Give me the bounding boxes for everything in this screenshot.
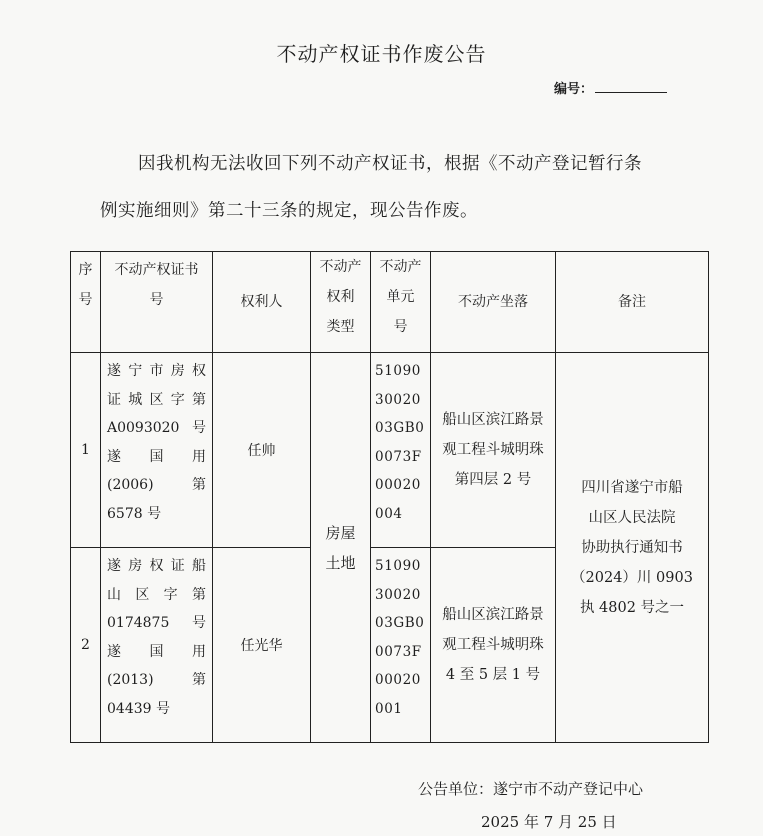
- row1-holder: 任帅: [213, 353, 311, 548]
- remark-cell: 四川省遂宁市船 山区人民法院 协助执行通知书 （2024）川 0903 执 4802 号之一: [556, 353, 709, 743]
- header-right-type: 不动产 权利 类型: [311, 252, 371, 353]
- row2-holder: 任光华: [213, 548, 311, 743]
- row1-unit-no: 51090 30020 03GB0 0073F 00020 004: [371, 353, 431, 548]
- announcement-title: 不动产权证书作废公告: [276, 42, 487, 66]
- intro-paragraph-line1: 因我机构无法收回下列不动产权证书，根据《不动产登记暂行条: [138, 154, 642, 174]
- header-remark: 备注: [556, 252, 709, 353]
- void-certificate-table: [70, 251, 709, 743]
- document-number-blank: [595, 80, 667, 93]
- document-number-label: 编号：: [554, 82, 594, 97]
- row2-location: 船山区滨江路景 观工程斗城明珠 4 至 5 层 1 号: [431, 548, 556, 743]
- intro-paragraph-line2: 例实施细则》第二十三条的规定，现公告作废。: [100, 201, 478, 221]
- header-unit-no: 不动产 单元 号: [371, 252, 431, 353]
- table-row: [71, 353, 709, 548]
- issuer-line: 公告单位：遂宁市不动产登记中心: [418, 780, 644, 798]
- header-seq: 序 号: [71, 252, 101, 353]
- row2-cert-no: 遂房权证船 山 区 字 第 0174875 号 遂 国 用 (2013) 第 04439 号: [101, 548, 213, 743]
- row1-seq: 1: [71, 353, 101, 548]
- table-header-row: [71, 252, 709, 353]
- right-type-cell: 房屋 土地: [311, 353, 371, 743]
- row1-location: 船山区滨江路景 观工程斗城明珠 第四层 2 号: [431, 353, 556, 548]
- row2-seq: 2: [71, 548, 101, 743]
- header-cert-no: 不动产权证书 号: [101, 252, 213, 353]
- row1-cert-no: 遂宁市房权 证城区字第 A0093020 号 遂 国 用 (2006) 第 6578 号: [101, 353, 213, 548]
- header-holder: 权利人: [213, 252, 311, 353]
- header-location: 不动产坐落: [431, 252, 556, 353]
- date-line: 2025 年 7 月 25 日: [481, 813, 617, 831]
- document-number: [554, 78, 667, 97]
- row2-unit-no: 51090 30020 03GB0 0073F 00020 001: [371, 548, 431, 743]
